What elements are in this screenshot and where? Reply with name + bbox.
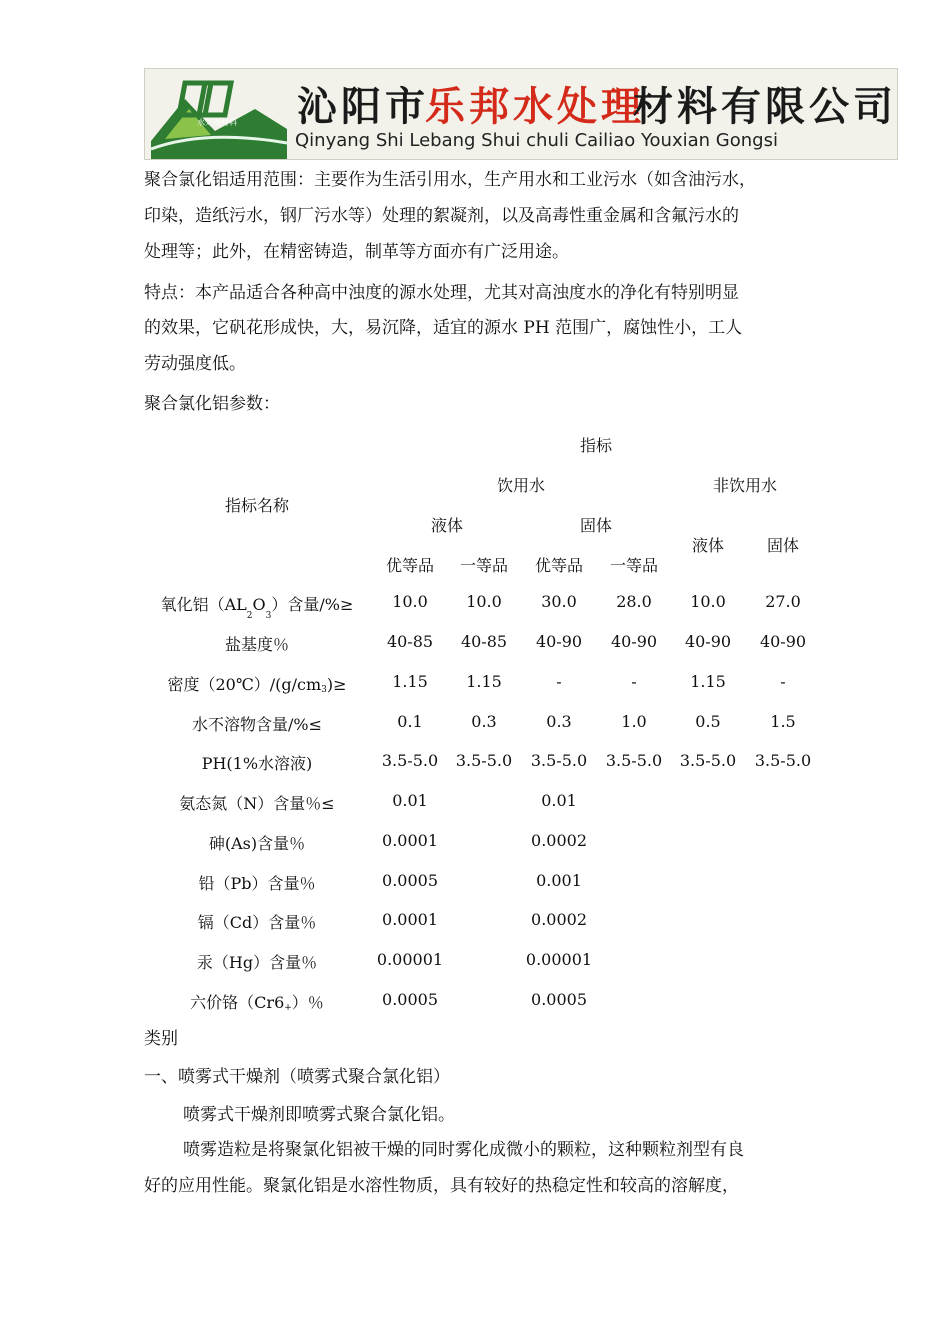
- cell-basicity-1: 40-85: [386, 632, 434, 651]
- company-name-part3: 材料有限公司: [633, 84, 897, 130]
- category-item1-line2: 喷雾造粒是将聚氯化铝被干燥的同时雾化成微小的颗粒，这种颗粒剂型有良: [183, 1140, 744, 1160]
- cell-cadmium-2: 0.0002: [531, 910, 587, 929]
- header-liquid-superior: 优等品: [385, 556, 435, 575]
- row-label-mercury: 汞（Hg）含量％: [196, 953, 318, 972]
- cell-arsenic-1: 0.0001: [382, 831, 438, 850]
- cell-al2o3-4: 28.0: [616, 592, 652, 611]
- cell-basicity-6: 40-90: [759, 632, 807, 651]
- header-liquid-first-grade: 一等品: [459, 556, 509, 575]
- cell-ph-5: 3.5-5.0: [679, 751, 737, 770]
- cell-insoluble-5: 0.5: [695, 712, 721, 731]
- cell-al2o3-6: 27.0: [765, 592, 801, 611]
- cell-al2o3-5: 10.0: [690, 592, 726, 611]
- cell-density-4: -: [631, 672, 637, 691]
- row-label-density: 密度（20℃）/(g/cm3)≥: [167, 675, 347, 695]
- category-heading: 类别: [144, 1029, 178, 1049]
- cell-ph-6: 3.5-5.0: [754, 751, 812, 770]
- cell-insoluble-2: 0.3: [471, 712, 497, 731]
- header-drinking-solid: 固体: [579, 516, 613, 535]
- cell-ph-1: 3.5-5.0: [381, 751, 439, 770]
- features-line-2: 的效果，它矾花形成快，大，易沉降，适宜的源水 PH 范围广，腐蚀性小，工人: [144, 318, 743, 338]
- header-indicator-name: 指标名称: [224, 496, 290, 515]
- cell-chromium-1: 0.0005: [382, 990, 438, 1009]
- cell-density-2: 1.15: [466, 672, 502, 691]
- header-drinking-liquid: 液体: [430, 516, 464, 535]
- cell-insoluble-6: 1.5: [770, 712, 796, 731]
- cell-ammonia-1: 0.01: [392, 791, 428, 810]
- features-line-1: 特点：本产品适合各种高中浊度的源水处理，尤其对高浊度水的净化有特别明显: [144, 283, 739, 303]
- cell-basicity-2: 40-85: [460, 632, 508, 651]
- row-label-arsenic: 砷(As)含量％: [208, 834, 306, 853]
- cell-chromium-2: 0.0005: [531, 990, 587, 1009]
- company-logo-icon: [145, 69, 295, 160]
- cell-density-3: -: [556, 672, 562, 691]
- cell-cadmium-1: 0.0001: [382, 910, 438, 929]
- header-solid-superior: 优等品: [534, 556, 584, 575]
- cell-density-6: -: [780, 672, 786, 691]
- logo-mini-text: 水处理材料: [197, 118, 237, 127]
- header-nondrinking-liquid: 液体: [691, 536, 725, 555]
- row-label-ammonia: 氨态氮（N）含量％≤: [179, 794, 335, 813]
- company-name-part2: 乐邦水处理: [425, 84, 645, 130]
- cell-insoluble-3: 0.3: [546, 712, 572, 731]
- intro-line-2: 印染，造纸污水，钢厂污水等）处理的絮凝剂，以及高毒性重金属和含氟污水的: [144, 206, 739, 226]
- cell-ph-2: 3.5-5.0: [455, 751, 513, 770]
- row-label-lead: 铅（Pb）含量％: [198, 874, 316, 893]
- params-heading: 聚合氯化铝参数：: [144, 394, 280, 414]
- row-label-cadmium: 镉（Cd）含量％: [197, 913, 317, 932]
- company-banner: [144, 68, 898, 160]
- row-label-basicity: 盐基度％: [224, 635, 290, 654]
- row-label-chromium: 六价铬（Cr6+）％: [190, 993, 324, 1013]
- intro-line-1: 聚合氯化铝适用范围：主要作为生活引用水，生产用水和工业污水（如含油污水，: [144, 170, 756, 190]
- header-non-drinking: 非饮用水: [712, 476, 778, 495]
- cell-lead-2: 0.001: [536, 871, 582, 890]
- category-item1-line3: 好的应用性能。聚氯化铝是水溶性物质，具有较好的热稳定性和较高的溶解度，: [144, 1176, 739, 1196]
- cell-basicity-5: 40-90: [684, 632, 732, 651]
- header-nondrinking-solid: 固体: [766, 536, 800, 555]
- cell-density-1: 1.15: [392, 672, 428, 691]
- cell-arsenic-2: 0.0002: [531, 831, 587, 850]
- cell-insoluble-4: 1.0: [621, 712, 647, 731]
- header-drinking: 饮用水: [496, 476, 546, 495]
- company-pinyin: Qinyang Shi Lebang Shui chuli Cailiao Youxian Gongsi: [295, 130, 778, 151]
- cell-lead-1: 0.0005: [382, 871, 438, 890]
- cell-insoluble-1: 0.1: [397, 712, 423, 731]
- cell-al2o3-3: 30.0: [541, 592, 577, 611]
- category-item1-line1: 喷雾式干燥剂即喷雾式聚合氯化铝。: [183, 1105, 455, 1125]
- category-item1-title: 一、喷雾式干燥剂（喷雾式聚合氯化铝）: [144, 1067, 450, 1087]
- cell-basicity-3: 40-90: [535, 632, 583, 651]
- row-label-insoluble: 水不溶物含量/%≤: [191, 715, 323, 734]
- cell-mercury-1: 0.00001: [376, 950, 444, 969]
- features-line-3: 劳动强度低。: [144, 354, 246, 374]
- cell-ammonia-2: 0.01: [541, 791, 577, 810]
- header-solid-first-grade: 一等品: [609, 556, 659, 575]
- intro-line-3: 处理等；此外，在精密铸造，制革等方面亦有广泛用途。: [144, 242, 569, 262]
- header-indicator: 指标: [579, 436, 613, 455]
- row-label-al2o3: 氧化铝$(AL_2O_3)$含量/%≥: [160, 595, 354, 621]
- cell-ph-4: 3.5-5.0: [605, 751, 663, 770]
- company-name-part1: 沁阳市: [297, 84, 429, 130]
- row-label-ph: PH(1%水溶液): [201, 754, 313, 773]
- cell-mercury-2: 0.00001: [525, 950, 593, 969]
- cell-basicity-4: 40-90: [610, 632, 658, 651]
- cell-al2o3-2: 10.0: [466, 592, 502, 611]
- cell-ph-3: 3.5-5.0: [530, 751, 588, 770]
- cell-density-5: 1.15: [690, 672, 726, 691]
- cell-al2o3-1: 10.0: [392, 592, 428, 611]
